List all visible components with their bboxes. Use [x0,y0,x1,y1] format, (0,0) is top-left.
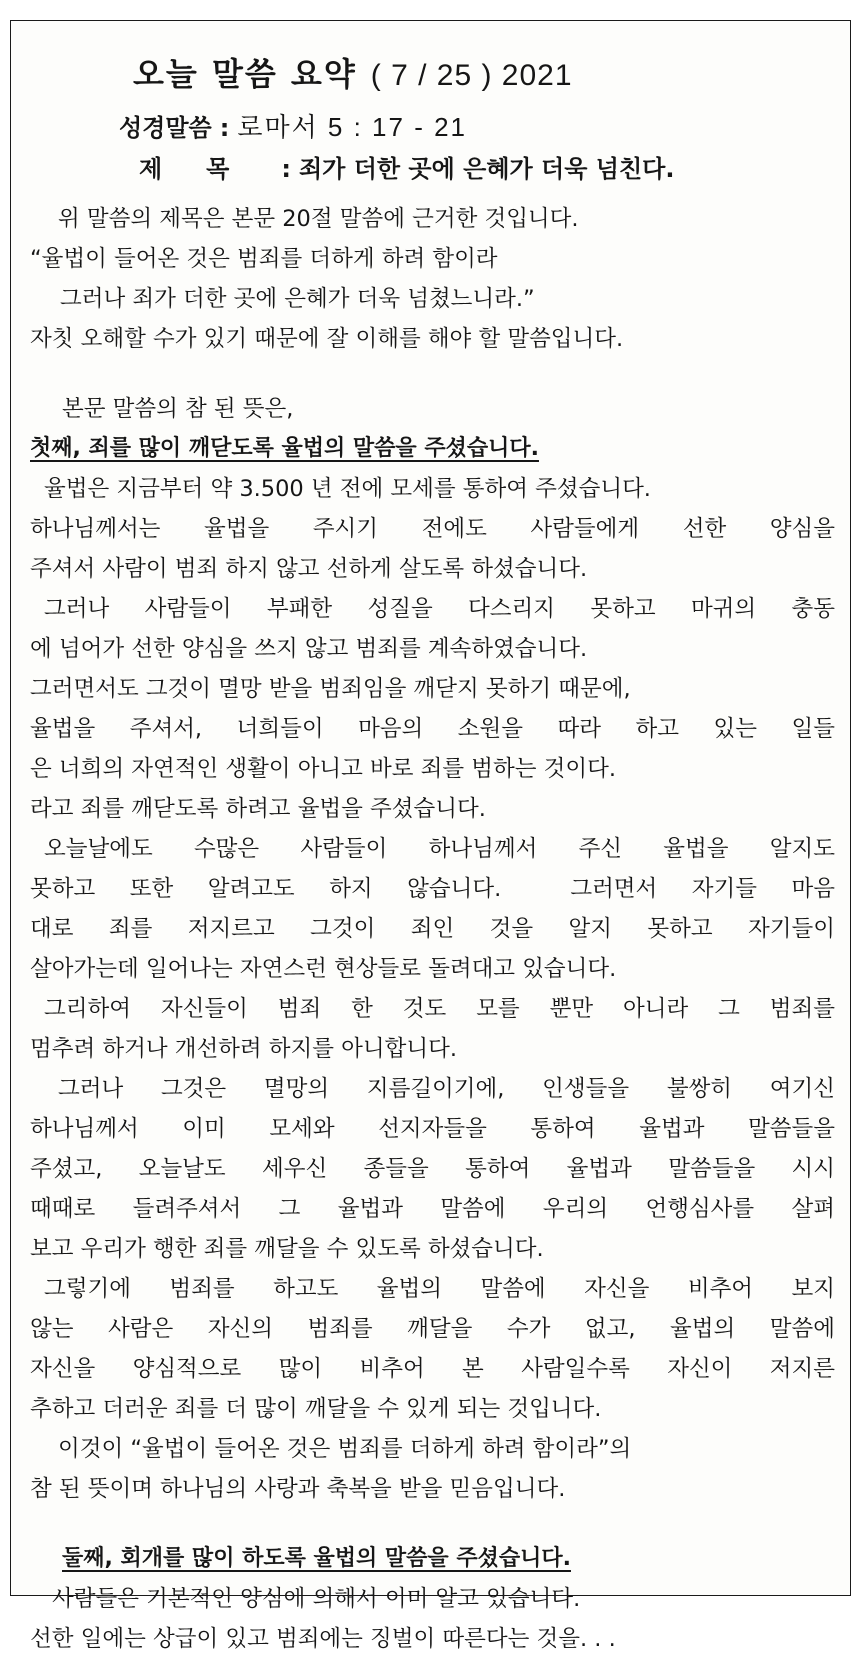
page-title [133,49,573,95]
paragraph-line: 그렇기에 범죄를 하고도 율법의 말씀에 자신을 비추어 보지 [44,1276,835,1302]
paragraph-line: 선한 일에는 상급이 있고 범죄에는 징벌이 따른다는 것을. . . [30,1626,616,1652]
paragraph-line: 그러면서도 그것이 멸망 받을 범죄임을 깨닫지 못하기 때문에, [30,676,631,702]
paragraph-line: 그러나 사람들이 부패한 성질을 다스리지 못하고 마귀의 충동 [44,596,835,622]
paragraph-line: 때때로 들려주셔서 그 율법과 말씀에 우리의 언행심사를 살펴 [30,1196,835,1222]
label-colon: : [281,155,291,183]
paragraph-line: 오늘날에도 수많은 사람들이 하나님께서 주신 율법을 알지도 [44,836,835,862]
paragraph-line: 은 너희의 자연적인 생활이 아니고 바로 죄를 범하는 것이다. [30,756,617,782]
scripture-reference-row [119,107,467,144]
scripture-reference: 로마서 5 : 17 - 21 [237,112,468,142]
paragraph-line: 율법은 지금부터 약 3.500 년 전에 모세를 통하여 주셨습니다. [44,476,651,502]
paragraph-line: 사람들은 기본적인 양심에 의해서 이미 알고 있습니다. [52,1586,581,1612]
paragraph-line: 에 넘어가 선한 양심을 쓰지 않고 범죄를 계속하였습니다. [30,636,588,662]
paragraph-line: 추하고 더러운 죄를 더 많이 깨달을 수 있게 되는 것입니다. [30,1396,602,1422]
paragraph-line: 라고 죄를 깨닫도록 하려고 율법을 주셨습니다. [30,796,486,822]
paragraph-line: 참 된 뜻이며 하나님의 사랑과 축복을 받을 믿음입니다. [30,1476,566,1502]
paragraph-gap [30,359,835,389]
subject-row [139,149,674,184]
scripture-label: 성경말씀 [119,114,212,142]
paragraph-line: 주셔서 사람이 범죄 하지 않고 선하게 살도록 하셨습니다. [30,556,588,582]
paragraph-line: “율법이 들어온 것은 범죄를 더하게 하려 함이라 [30,246,498,272]
section-heading-second: 둘째, 회개를 많이 하도록 율법의 말씀을 주셨습니다. [62,1546,571,1571]
paragraph-line: 살아가는데 일어나는 자연스런 현상들로 돌려대고 있습니다. [30,956,617,982]
paragraph-line: 그러나 죄가 더한 곳에 은혜가 더욱 넘쳤느니라.” [60,286,535,312]
paragraph-line: 못하고 또한 알려고도 하지 않습니다. 그러면서 자기들 마음 [30,876,835,902]
sermon-summary-page [10,20,851,1652]
label-colon: : [219,114,230,142]
sermon-date: ( 7 / 25 ) 2021 [370,59,573,92]
paragraph-line: 주셨고, 오늘날도 세우신 종들을 통하여 율법과 말씀들을 시시 [30,1156,835,1182]
paragraph-line: 하나님께서 이미 모세와 선지자들을 통하여 율법과 말씀들을 [30,1116,835,1142]
paragraph-line: 자신을 양심적으로 많이 비추어 본 사람일수록 자신이 저지른 [30,1356,835,1382]
paragraph-line: 자칫 오해할 수가 있기 때문에 잘 이해를 해야 할 말씀입니다. [30,326,624,352]
paragraph-line: 그리하여 자신들이 범죄 한 것도 모를 뿐만 아니라 그 범죄를 [44,996,835,1022]
paragraph-line: 이것이 “율법이 들어온 것은 범죄를 더하게 하려 함이라”의 [58,1436,632,1462]
paragraph-line: 율법을 주셔서, 너희들이 마음의 소원을 따라 하고 있는 일들 [30,716,835,742]
paragraph-line: 그러나 그것은 멸망의 지름길이기에, 인생들을 불쌍히 여기신 [58,1076,835,1102]
paragraph-line: 대로 죄를 저지르고 그것이 죄인 것을 알지 못하고 자기들이 [30,916,835,942]
paragraph-line: 않는 사람은 자신의 범죄를 깨달을 수가 없고, 율법의 말씀에 [30,1316,835,1342]
section-heading-first: 첫째, 죄를 많이 깨닫도록 율법의 말씀을 주셨습니다. [30,436,539,461]
subject-label: 제목 [139,155,274,183]
paragraph-gap [30,1509,835,1539]
paragraph-line: 보고 우리가 행한 죄를 깨달을 수 있도록 하셨습니다. [30,1236,544,1262]
paragraph-line: 위 말씀의 제목은 본문 20절 말씀에 근거한 것입니다. [58,206,579,232]
paragraph-line: 멈추려 하거나 개선하려 하지를 아니합니다. [30,1036,457,1062]
subject-text: 죄가 더한 곳에 은혜가 더욱 넘친다. [298,155,675,183]
paragraph-line: 하나님께서는 율법을 주시기 전에도 사람들에게 선한 양심을 [30,516,835,542]
title-text: 오늘 말씀 요약 [133,55,357,93]
sermon-body [30,199,835,1659]
paragraph-line: 본문 말씀의 참 된 뜻은, [62,396,294,422]
